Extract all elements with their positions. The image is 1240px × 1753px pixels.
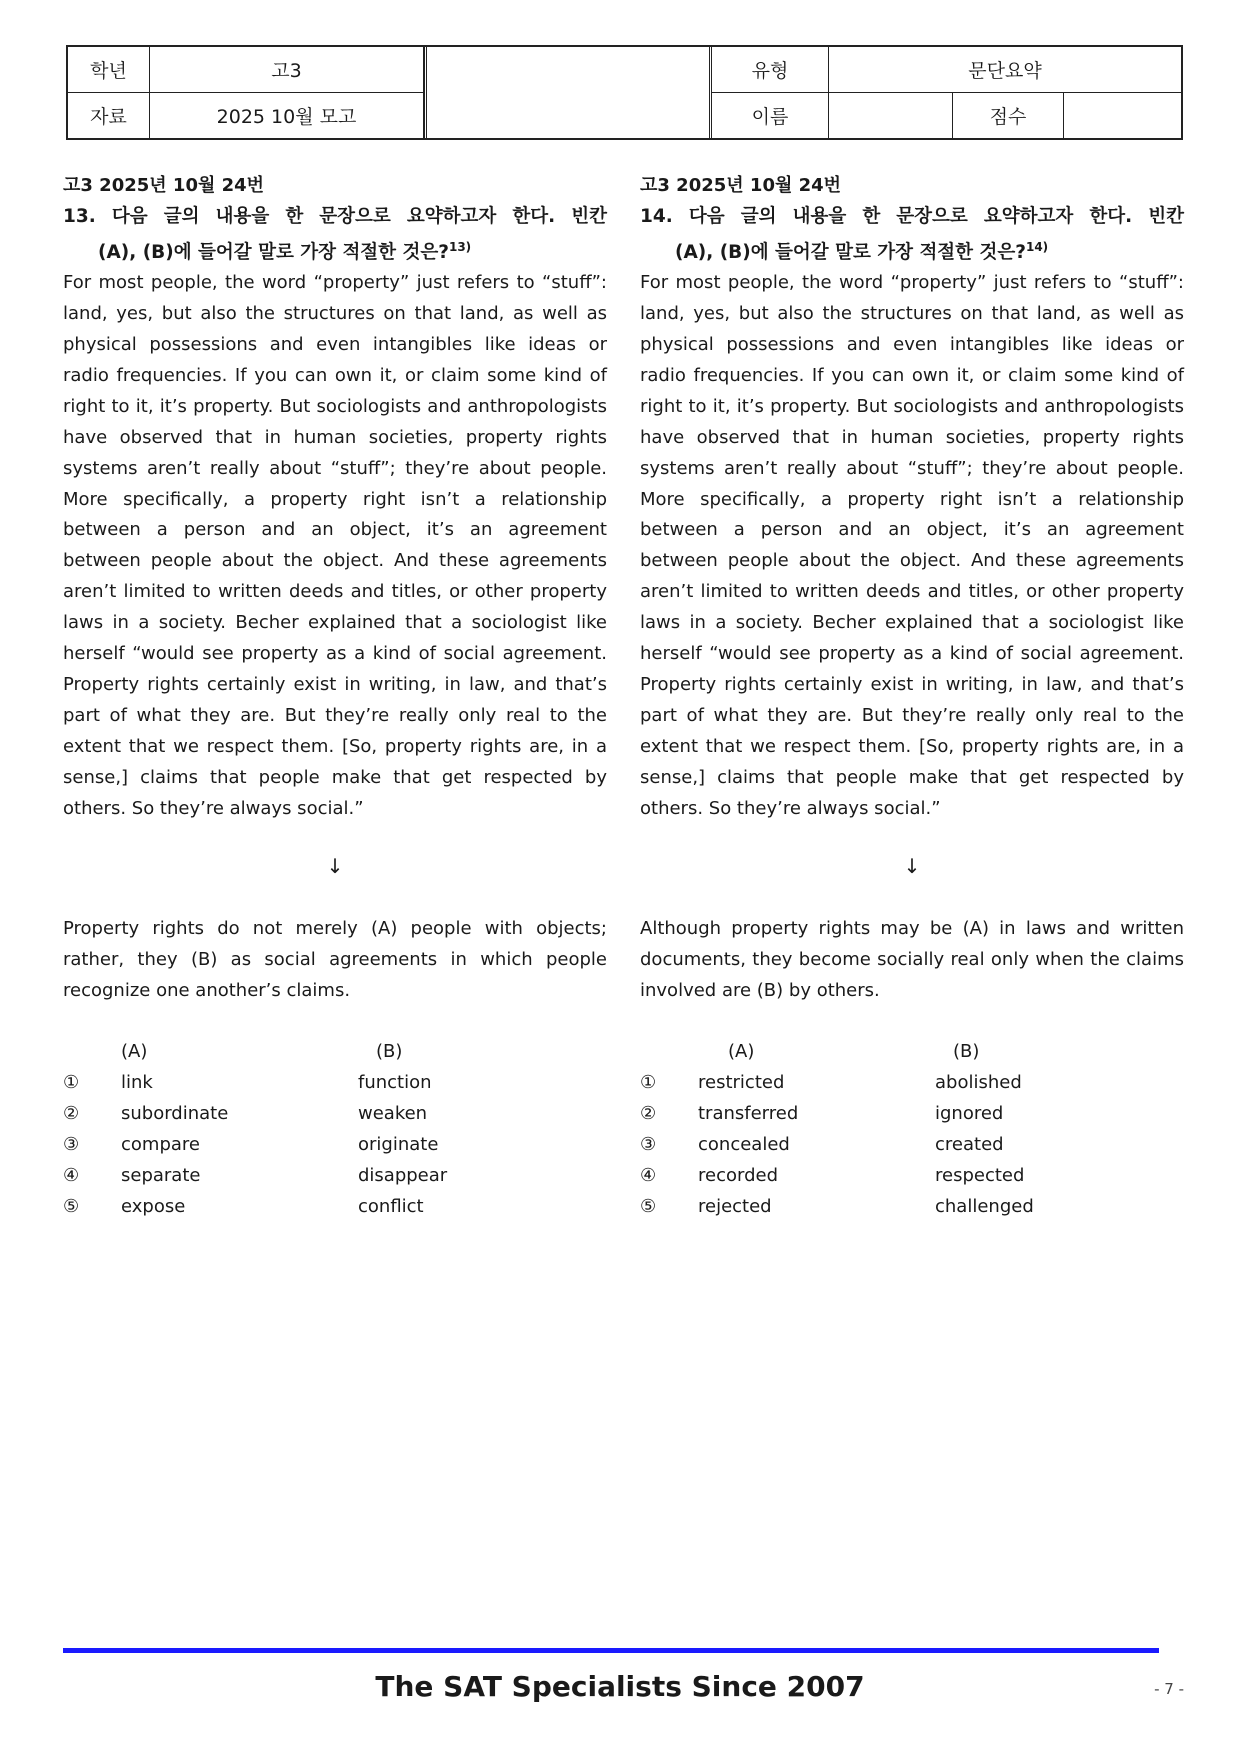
option-a: compare — [121, 1133, 200, 1155]
question-13 — [63, 170, 607, 1223]
page-number: - 7 - — [1154, 1680, 1184, 1698]
header-b: (B) — [953, 1041, 980, 1063]
question-title-line2-text: (A), (B)에 들어갈 말로 가장 적절한 것은? — [675, 242, 1026, 264]
option-b: created — [935, 1133, 1004, 1155]
answer-options — [640, 1037, 1184, 1222]
question-title — [63, 201, 607, 268]
down-arrow-icon: ↓ — [326, 854, 344, 879]
question-title-line2 — [640, 232, 1184, 268]
answer-options — [63, 1037, 607, 1222]
option-a: rejected — [698, 1195, 772, 1217]
grade-label: 학년 — [68, 47, 150, 92]
header-a: (A) — [728, 1041, 755, 1063]
option-number: ② — [640, 1102, 657, 1124]
option-5[interactable] — [640, 1192, 1184, 1223]
passage: For most people, the word “property” just refers to “stuff”: land, yes, but also the structures on that land, as well as physical possessions and even intangibles like ideas or radio frequencies. If you can own it, or claim some kind of right to it, it’s property. But sociologists and anthropologists have observed that in human societies, property rights systems aren’t really about “stuff”; they’re about people. More specifically, a property right isn’t a relationship between a person and an object, it’s an agreement between people about the object. And these agreements aren’t limited to written deeds and titles, or other property laws in a society. Becher explained that a sociologist like herself “would see property as a kind of social agreement. Property rights certainly exist in writing, in law, and that’s part of what they are. But they’re really only real to the extent that we respect them. [So, property rights are, in a sense,] claims that people make that get respected by others. So they’re always social.” — [63, 272, 607, 819]
option-4[interactable] — [63, 1161, 607, 1192]
question-14 — [640, 170, 1184, 1223]
question-title-line2 — [63, 232, 607, 268]
option-a: subordinate — [121, 1102, 229, 1124]
option-3[interactable] — [63, 1130, 607, 1161]
option-number: ③ — [640, 1133, 657, 1155]
name-label: 이름 — [712, 92, 829, 138]
footer-tagline: The SAT Specialists Since 2007 — [375, 1670, 865, 1703]
option-a: restricted — [698, 1072, 785, 1094]
option-number: ① — [63, 1072, 80, 1094]
type-label: 유형 — [712, 47, 829, 92]
question-source: 고3 2025년 10월 24번 — [63, 175, 265, 196]
name-field[interactable] — [829, 92, 953, 138]
option-b: conflict — [358, 1195, 424, 1217]
footnote-marker: 14) — [1025, 240, 1049, 254]
option-1[interactable] — [640, 1068, 1184, 1099]
option-number: ④ — [640, 1164, 657, 1186]
option-number: ③ — [63, 1133, 80, 1155]
question-source: 고3 2025년 10월 24번 — [640, 175, 842, 196]
option-b: function — [358, 1072, 432, 1094]
option-a: transferred — [698, 1102, 799, 1124]
source-value: 2025 10월 모고 — [150, 92, 424, 138]
header-b: (B) — [376, 1041, 403, 1063]
option-a: link — [121, 1072, 153, 1094]
blank-box — [424, 47, 712, 138]
option-2[interactable] — [63, 1099, 607, 1130]
score-field[interactable] — [1064, 92, 1181, 138]
option-a: recorded — [698, 1164, 778, 1186]
option-b: respected — [935, 1164, 1025, 1186]
option-number: ⑤ — [640, 1195, 657, 1217]
type-value: 문단요약 — [968, 60, 1042, 82]
option-b: challenged — [935, 1195, 1034, 1217]
option-number: ⑤ — [63, 1195, 80, 1217]
option-b: weaken — [358, 1102, 428, 1124]
score-label: 점수 — [953, 92, 1064, 138]
question-title-line1: 14. 다음 글의 내용을 한 문장으로 요약하고자 한다. 빈칸 — [640, 206, 1184, 227]
question-title — [640, 201, 1184, 268]
summary-sentence: Property rights do not merely (A) people with objects; rather, they (B) as social agreements in which people recognize one another’s claims. — [63, 918, 607, 1002]
option-b: originate — [358, 1133, 439, 1155]
down-arrow-icon: ↓ — [903, 854, 921, 879]
question-title-line1: 13. 다음 글의 내용을 한 문장으로 요약하고자 한다. 빈칸 — [63, 206, 607, 227]
grade-value: 고3 — [150, 47, 424, 92]
option-4[interactable] — [640, 1161, 1184, 1192]
option-b: disappear — [358, 1164, 448, 1186]
option-b: abolished — [935, 1072, 1022, 1094]
passage: For most people, the word “property” just refers to “stuff”: land, yes, but also the structures on that land, as well as physical possessions and even intangibles like ideas or radio frequencies. If you can own it, or claim some kind of right to it, it’s property. But sociologists and anthropologists have observed that in human societies, property rights systems aren’t really about “stuff”; they’re about people. More specifically, a property right isn’t a relationship between a person and an object, it’s an agreement between people about the object. And these agreements aren’t limited to written deeds and titles, or other property laws in a society. Becher explained that a sociologist like herself “would see property as a kind of social agreement. Property rights certainly exist in writing, in law, and that’s part of what they are. But they’re really only real to the extent that we respect them. [So, property rights are, in a sense,] claims that people make that get respected by others. So they’re always social.” — [640, 272, 1184, 819]
option-a: concealed — [698, 1133, 790, 1155]
option-number: ② — [63, 1102, 80, 1124]
header-table — [66, 45, 1183, 140]
option-b: ignored — [935, 1102, 1004, 1124]
option-5[interactable] — [63, 1192, 607, 1223]
summary-sentence: Although property rights may be (A) in laws and written documents, they become socially real only when the claims involved are (B) by others. — [640, 918, 1184, 1002]
option-number: ① — [640, 1072, 657, 1094]
footnote-marker: 13) — [448, 240, 472, 254]
option-3[interactable] — [640, 1130, 1184, 1161]
footer-rule — [63, 1648, 1159, 1653]
source-label: 자료 — [68, 92, 150, 138]
option-a: separate — [121, 1164, 201, 1186]
options-header — [640, 1037, 1184, 1068]
option-1[interactable] — [63, 1068, 607, 1099]
option-2[interactable] — [640, 1099, 1184, 1130]
question-title-line2-text: (A), (B)에 들어갈 말로 가장 적절한 것은? — [98, 242, 449, 264]
option-number: ④ — [63, 1164, 80, 1186]
header-a: (A) — [121, 1041, 148, 1063]
options-header — [63, 1037, 607, 1068]
option-a: expose — [121, 1195, 186, 1217]
